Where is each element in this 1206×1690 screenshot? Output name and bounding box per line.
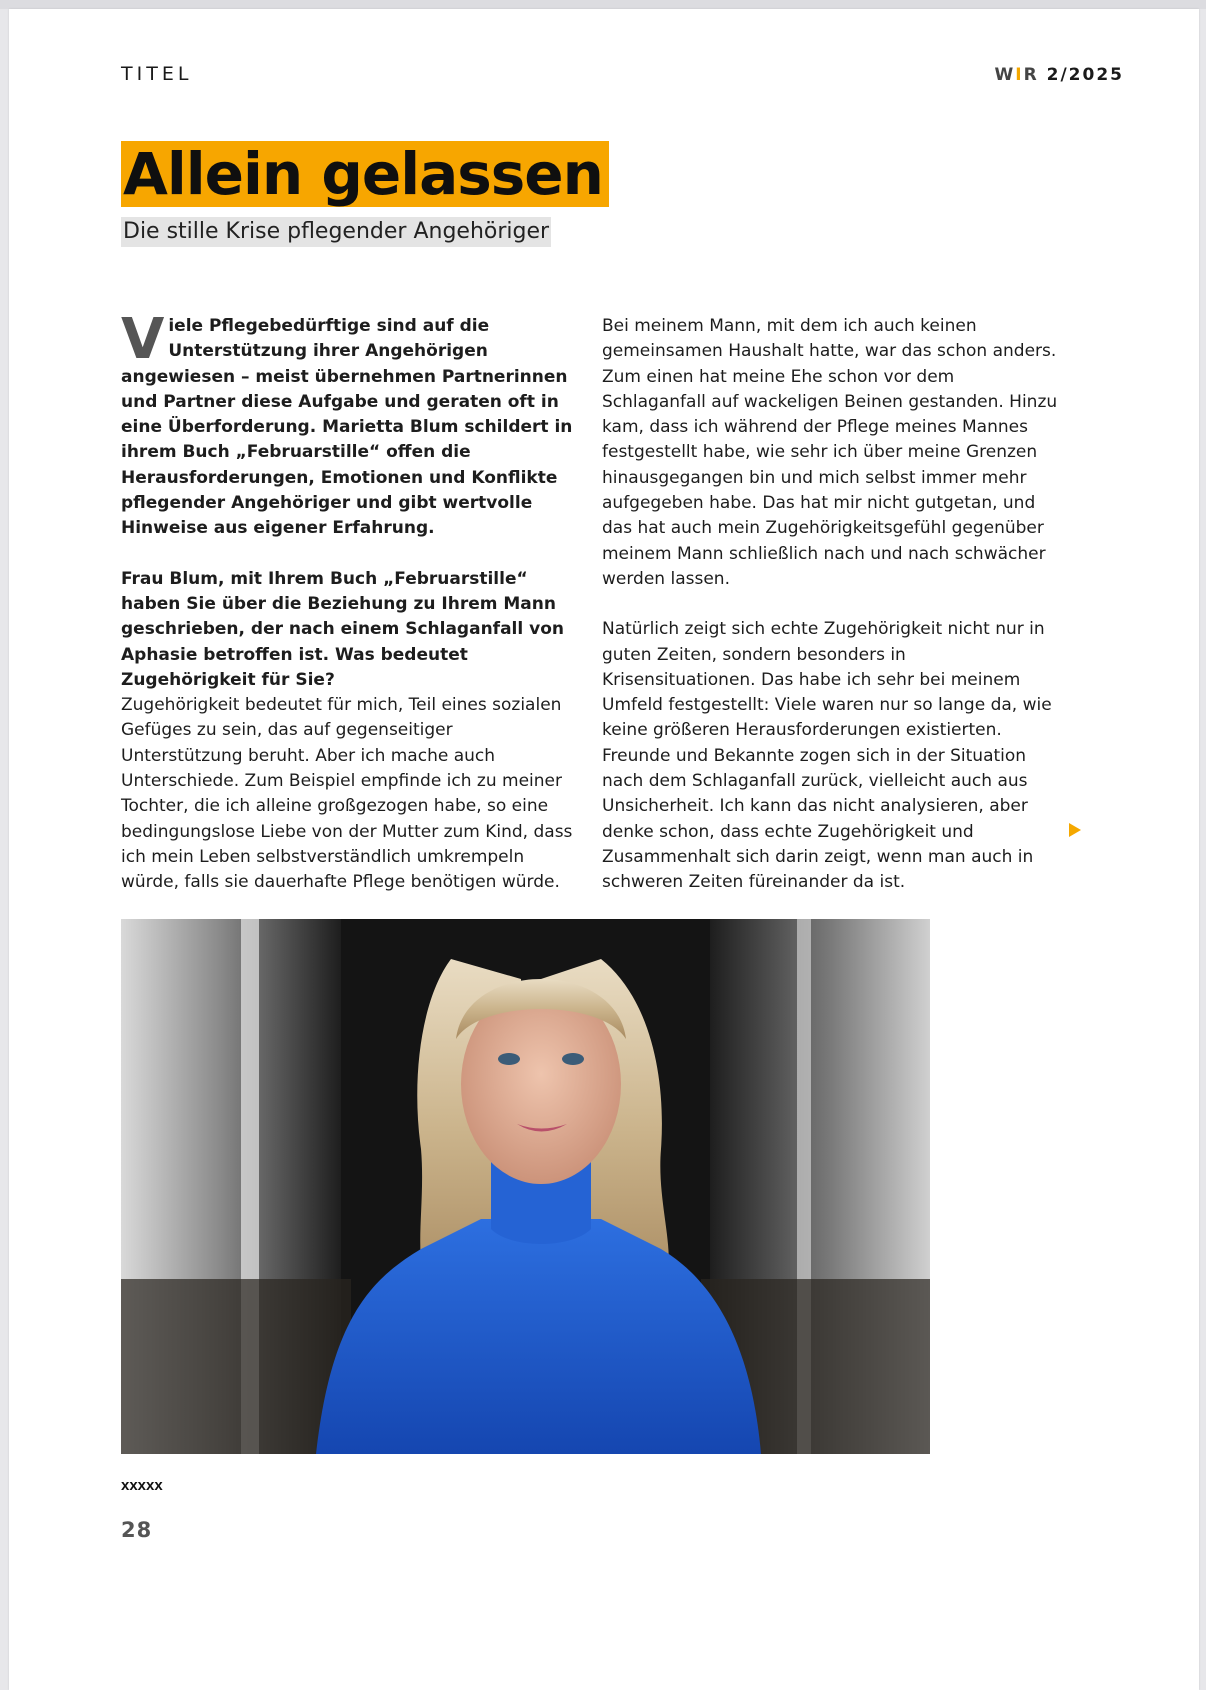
brand-letter-r: R [1023,65,1039,85]
interview-answer: Zugehörigkeit bedeutet für mich, Teil eines sozialen Gefüges zu sein, das auf gegenseitiger Unterstützung beruht. Aber ich mache auch Unterschiede. Zum Beispiel empfinde ich zu meiner Tochter, die ich alleine großgezogen habe, so eine bedingungslose Liebe von der Mutter zum Kind, dass ich mein Leben selbstverständlich umkrempeln würde, falls sie dauerhafte Pflege benötigen würde. [121,695,573,893]
viewer-top-border [0,0,1206,9]
intro-paragraph [121,307,577,542]
page-number: 28 [121,1518,153,1542]
portrait-photo [121,919,930,1454]
issue-label [995,65,1124,85]
article-title: Allein gelassen [123,140,603,208]
right-column [602,314,1058,921]
brand-letter-i: I [1015,65,1024,85]
subtitle-highlight [121,217,551,247]
brand-letter-w: W [994,65,1016,85]
drop-cap: V [121,307,165,372]
portrait-illustration [121,919,930,1454]
answer-paragraph-2: Bei meinem Mann, mit dem ich auch keinen gemeinsamen Haushalt hatte, war das schon anders. Zum einen hat meine Ehe schon vor dem Schlaganfall auf wackeligen Beinen gestanden. Hinzu kam, dass ich während der Pflege meines Mannes festgestellt habe, wie sehr ich über meine Grenzen hinausgegangen bin und mich selbst immer mehr aufgegeben habe. Das hat mir nicht gutgetan, und das hat auch mein Zugehörigkeitsgefühl gegenüber meinem Mann schließlich nach und nach schwächer werden lassen. [602,316,1058,589]
interview-question: Frau Blum, mit Ihrem Buch „Februarstille“ haben Sie über die Beziehung zu Ihrem Mann geschrieben, der nach einem Schlaganfall von Aphasie betroffen ist. Was bedeutet Zugehörigkeit für Sie? [121,568,564,690]
photo-caption: xxxxx [121,1477,163,1494]
section-label: TITEL [121,63,193,85]
left-column [121,307,577,921]
issue-number: 2/2025 [1046,65,1124,85]
continue-arrow-icon [1069,823,1081,837]
intro-text: iele Pflegebedürftige sind auf die Unterstützung ihrer Angehörigen angewiesen – meist übernehmen Partnerinnen und Partner diese Aufgabe und geraten oft in eine Überforderung. Marietta Blum schildert in ihrem Buch „Februarstille“ offen die Herausforderungen, Emotionen und Konflikte pflegender Angehöriger und gibt wertvolle Hinweise aus eigener Erfahrung. [121,316,573,539]
magazine-page [9,9,1199,1690]
article-subtitle: Die stille Krise pflegender Angehöriger [123,219,550,244]
answer-paragraph-3: Natürlich zeigt sich echte Zugehörigkeit nicht nur in guten Zeiten, sondern besonders in Krisensituationen. Das habe ich sehr bei meinem Umfeld festgestellt: Viele waren nur so lange da, wie keine größeren Herausforderungen existierten. Freunde und Bekannte zogen sich in der Situation nach dem Schlaganfall zurück, vielleicht auch aus Unsicherheit. Ich kann das nicht analysieren, aber denke schon, dass echte Zugehörigkeit und Zusammenhalt sich darin zeigt, wenn man auch in schweren Zeiten füreinander da ist. [602,619,1052,893]
title-highlight [121,141,609,207]
